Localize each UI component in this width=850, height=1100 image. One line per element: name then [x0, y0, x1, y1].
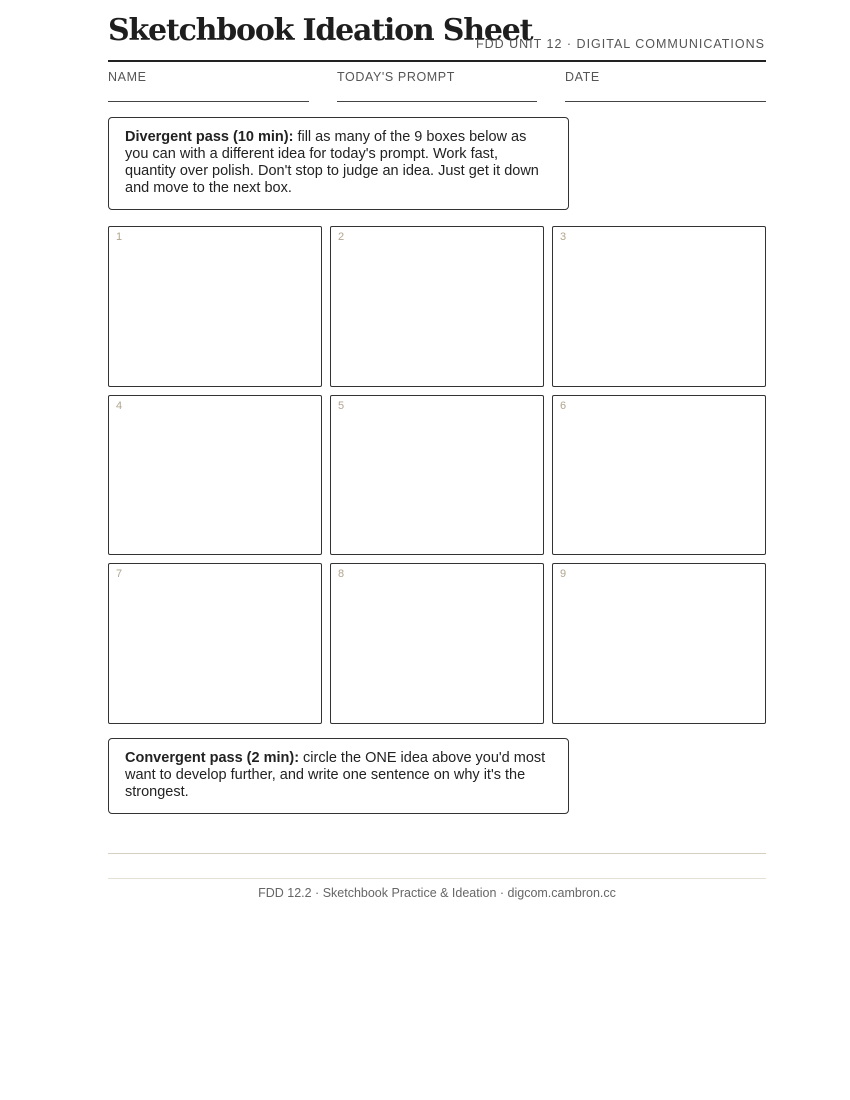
course-label: FDD UNIT 12 · DIGITAL COMMUNICATIONS [475, 37, 765, 51]
idea-box-3[interactable] [552, 226, 766, 387]
divergent-lead: Divergent pass (10 min): [125, 129, 294, 145]
date-label: DATE [565, 70, 600, 84]
idea-box-6[interactable] [552, 395, 766, 555]
idea-box-8[interactable] [330, 563, 544, 724]
divergent-text: fill as many of the 9 boxes below as you can with a different idea for today's prompt. Work fast, quantity over polish. Don't stop to judge an idea. Just get it down and move to the next box. [125, 129, 539, 196]
box-number: 4 [116, 400, 123, 412]
box-number: 2 [338, 231, 345, 243]
prompt-label: TODAY'S PROMPT [337, 70, 455, 84]
divergent-instructions [108, 117, 569, 210]
name-field[interactable] [108, 69, 309, 102]
prompt-field[interactable] [337, 69, 537, 102]
idea-box-5[interactable] [330, 395, 544, 555]
page-title: Sketchbook Ideation Sheet [108, 13, 533, 48]
box-number: 6 [560, 400, 567, 412]
footer-divider-top [108, 853, 766, 854]
convergent-lead: Convergent pass (2 min): [125, 750, 300, 766]
date-field[interactable] [565, 69, 766, 102]
idea-box-2[interactable] [330, 226, 544, 387]
box-number: 7 [116, 568, 123, 580]
header-divider [108, 60, 766, 62]
idea-box-4[interactable] [108, 395, 322, 555]
convergent-instructions [108, 738, 569, 814]
box-number: 1 [116, 231, 123, 243]
box-number: 3 [560, 231, 567, 243]
footer-divider-bottom [108, 878, 766, 879]
name-label: NAME [108, 70, 147, 84]
page-footer: FDD 12.2 · Sketchbook Practice & Ideation · digcom.cambron.cc [258, 886, 616, 900]
idea-box-9[interactable] [552, 563, 766, 724]
idea-box-7[interactable] [108, 563, 322, 724]
box-number: 9 [560, 568, 567, 580]
box-number: 8 [338, 568, 345, 580]
convergent-text: circle the ONE idea above you'd most want to develop further, and write one sentence on why it's the strongest. [125, 750, 546, 800]
idea-box-1[interactable] [108, 226, 322, 387]
box-number: 5 [338, 400, 345, 412]
